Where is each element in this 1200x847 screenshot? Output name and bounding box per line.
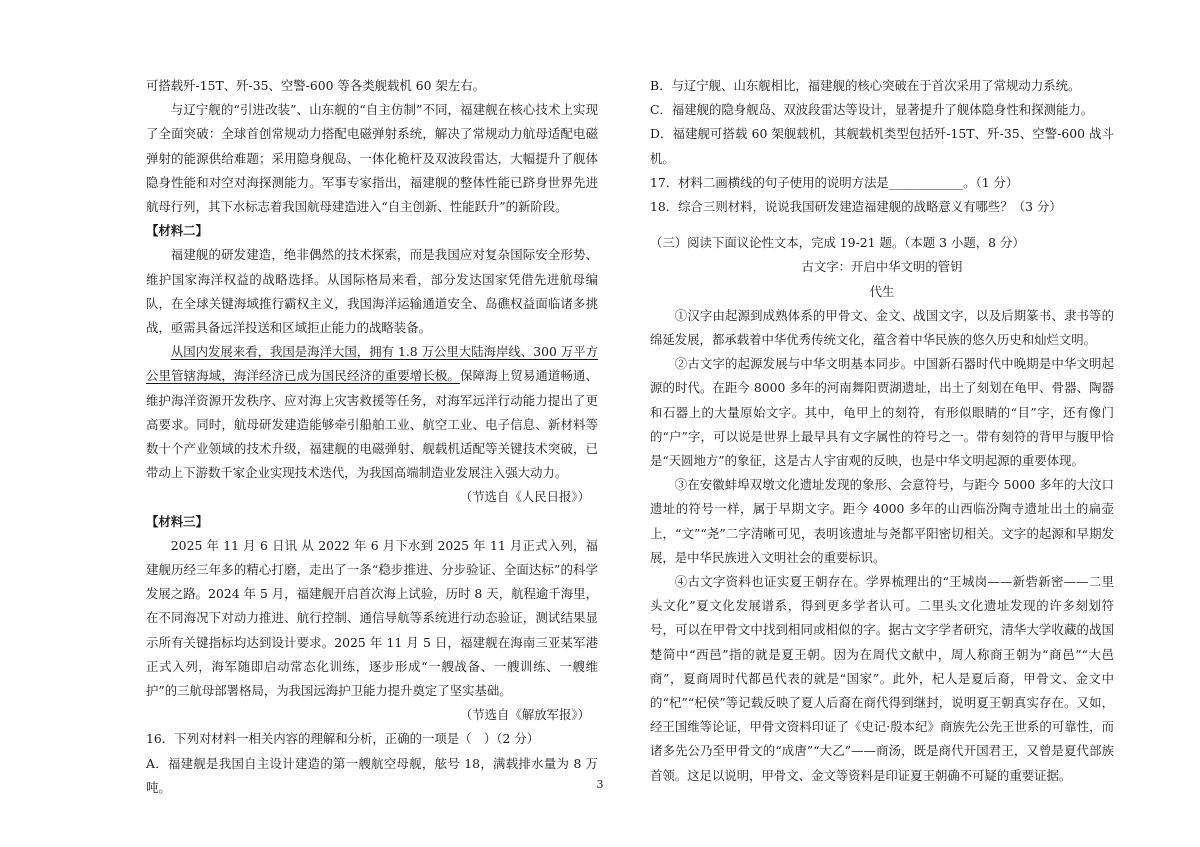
material-two-para-2 [146, 340, 598, 485]
material-two-para-1: 福建舰的研发建造，绝非偶然的技术探索，而是我国应对复杂国际安全形势、维护国家海洋权益的战略选择。从国际格局来看，部分发达国家凭借先进航母编队，在全球关键海域推行霸权主义，我国海洋运输通道安全、岛礁权益面临诸多挑战，亟需具备远洋投送和区域拒止能力的战略装备。 [146, 247, 598, 336]
section-gap [650, 219, 1114, 231]
question-16-option-b: B．与辽宁舰、山东舰相比，福建舰的核心突破在于首次采用了常规动力系统。 [650, 78, 1081, 93]
material-two-para-2-rest: 保障海上贸易通道畅通、维护海洋资源开发秩序、应对海上灾害救援等任务，对海军远洋行动能力提出了更高要求。同时，航母研发建造能够牵引船舶工业、航空工业、电子信息、新材料等数十个产业领域的技术升级，福建舰的电磁弹射、舰载机适配等关键技术突破，已带动上下游数千家企业实现技术迭代，为我国高端制造业发展注入强大动力。 [146, 368, 599, 481]
left-column [146, 74, 598, 800]
article-author: 代生 [869, 283, 895, 299]
question-16-option-d: D．福建舰可搭载 60 架舰载机，其舰载机类型包括歼-15T、歼-35、空警-600 战斗机。 [650, 126, 1114, 166]
material-one-comparison: 与辽宁舰的“引进改装”、山东舰的“自主仿制”不同，福建舰在核心技术上实现了全面突破：全球首创常规动力搭配电磁弹射系统，解决了常规动力航母适配电磁弹射的能源供给难题；采用隐身舰岛、一体化桅杆及双波段雷达，大幅提升了舰体隐身性能和对空对海探测能力。军事专家指出，福建舰的整体性能已跻身世界先进航母行列，其下水标志着我国航母建造进入“自主创新、性能跃升”的新阶段。 [146, 102, 598, 215]
material-three-heading: 【材料三】 [146, 513, 208, 529]
underlined-sentence: 从国内发展来看，我国是海洋大国，拥有 1.8 万公里大陆海岸线、300 万平方公里管辖海域，海洋经济已成为国民经济的重要增长极。 [146, 344, 598, 384]
question-16-option-c: C．福建舰的隐身舰岛、双波段雷达等设计，显著提升了舰体隐身性和探测能力。 [650, 102, 1094, 118]
article-para-3: ③在安徽蚌埠双墩文化遗址发现的象形、会意符号，与距今 5000 多年的大汶口遗址的符号一样，属于早期文字。距今 4000 多年的山西临汾陶寺遗址出土的扁壶上，“文”“尧”二字清晰可见，表明该遗址与尧都平阳密切相关。文字的起源和早期发展，是中华民族进入文明社会的重要标识。 [650, 477, 1114, 565]
question-18: 18．综合三则材料，说说我国研发建造福建舰的战略意义有哪些？（3 分） [650, 199, 1062, 215]
article-para-1: ①汉字由起源到成熟体系的甲骨文、金文、战国文字，以及后期篆书、隶书等的绵延发展，都承载着中华优秀传统文化，蕴含着中华民族的悠久历史和灿烂文明。 [650, 307, 1114, 348]
material-three-source: （节选自《解放军报》） [459, 707, 590, 723]
question-16-option-a: A．福建舰是我国自主设计建造的第一艘航空母舰，舷号 18，满载排水量为 8 万吨。 [146, 755, 598, 795]
article-para-4: ④古文字资料也证实夏王朝存在。学界梳理出的“王城岗——新砦新密——二里头文化”夏文化发展谱系，得到更多学者认可。二里头文化遗址发现的许多刻划符号，可以在甲骨文中找到相同或相似的字。据古文字学者研究，清华大学收藏的战国楚简中“西邑”指的就是夏王朝。因为在周代文献中，周人称商王朝为“商邑”“大邑商”，夏商周时代都邑代表的就是“国家”。此外，杞人是夏后裔，甲骨文、金文中的“杞”“杞侯”等记载反映了夏人后裔在商代得到继封，说明夏王朝真实存在。又如，经王国维等论证，甲骨文资料印证了《史记·殷本纪》商族先公先王世系的可靠性，而诸多先公乃至甲骨文的“成唐”“大乙”——商汤，既是商代开国君王，又曾是夏代部族首领。这足以说明，甲骨文、金文等资料是印证夏王朝确不可疑的重要证据。 [650, 574, 1114, 783]
question-17: 17．材料二画横线的句子使用的说明方法是____________。（1 分） [650, 174, 1019, 190]
right-column [650, 74, 1114, 788]
material-three-para: 2025 年 11 月 6 日讯 从 2022 年 6 月下水到 2025 年 11 月正式入列，福建舰历经三年多的精心打磨，走出了一条“稳步推进、分步验证、全面达标”的科学发展之路。2024 年 5 月，福建舰开启首次海上试验，历时 8 天，航程逾千海里，在不同海况下对动力推进、航行控制、通信导航等系统进行动态验证，测试结果显示所有关键指标均达到设计要求。2025 年 11 月 5 日，福建舰在海南三亚某军港正式入列，海军随即启动常态化训练，逐步形成“一艘战备、一艘训练、一艘维护”的三航母部署格局，为我国远海护卫能力提升奠定了坚实基础。 [146, 537, 598, 699]
page-number: 3 [596, 778, 604, 791]
article-title: 古文字：开启中华文明的管钥 [801, 259, 963, 275]
material-two-source: （节选自《人民日报》） [459, 489, 590, 505]
question-16: 16．下列对材料一相关内容的理解和分析，正确的一项是（ ）（2 分） [146, 731, 540, 747]
section-three-intro: （三）阅读下面议论性文本，完成 19-21 题。（本题 3 小题，8 分） [650, 235, 1025, 251]
article-para-2: ②古文字的起源发展与中华文明基本同步。中国新石器时代中晚期是中华文明起源的时代。在距今 8000 多年的河南舞阳贾湖遗址，出土了刻划在龟甲、骨器、陶器和石器上的大量原始文字。其中，龟甲上的刻符，有形似眼睛的“目”字，还有像门的“户”字，可以说是世界上最早具有文字属性的符号之一。带有刻符的背甲与腹甲恰是“天圆地方”的象征，这是古人宇宙观的反映，也是中华文明起源的重要体现。 [650, 356, 1114, 469]
material-two-heading: 【材料二】 [146, 223, 208, 239]
material-one-tail: 可搭载歼-15T、歼-35、空警-600 等各类舰载机 60 架左右。 [146, 78, 486, 93]
